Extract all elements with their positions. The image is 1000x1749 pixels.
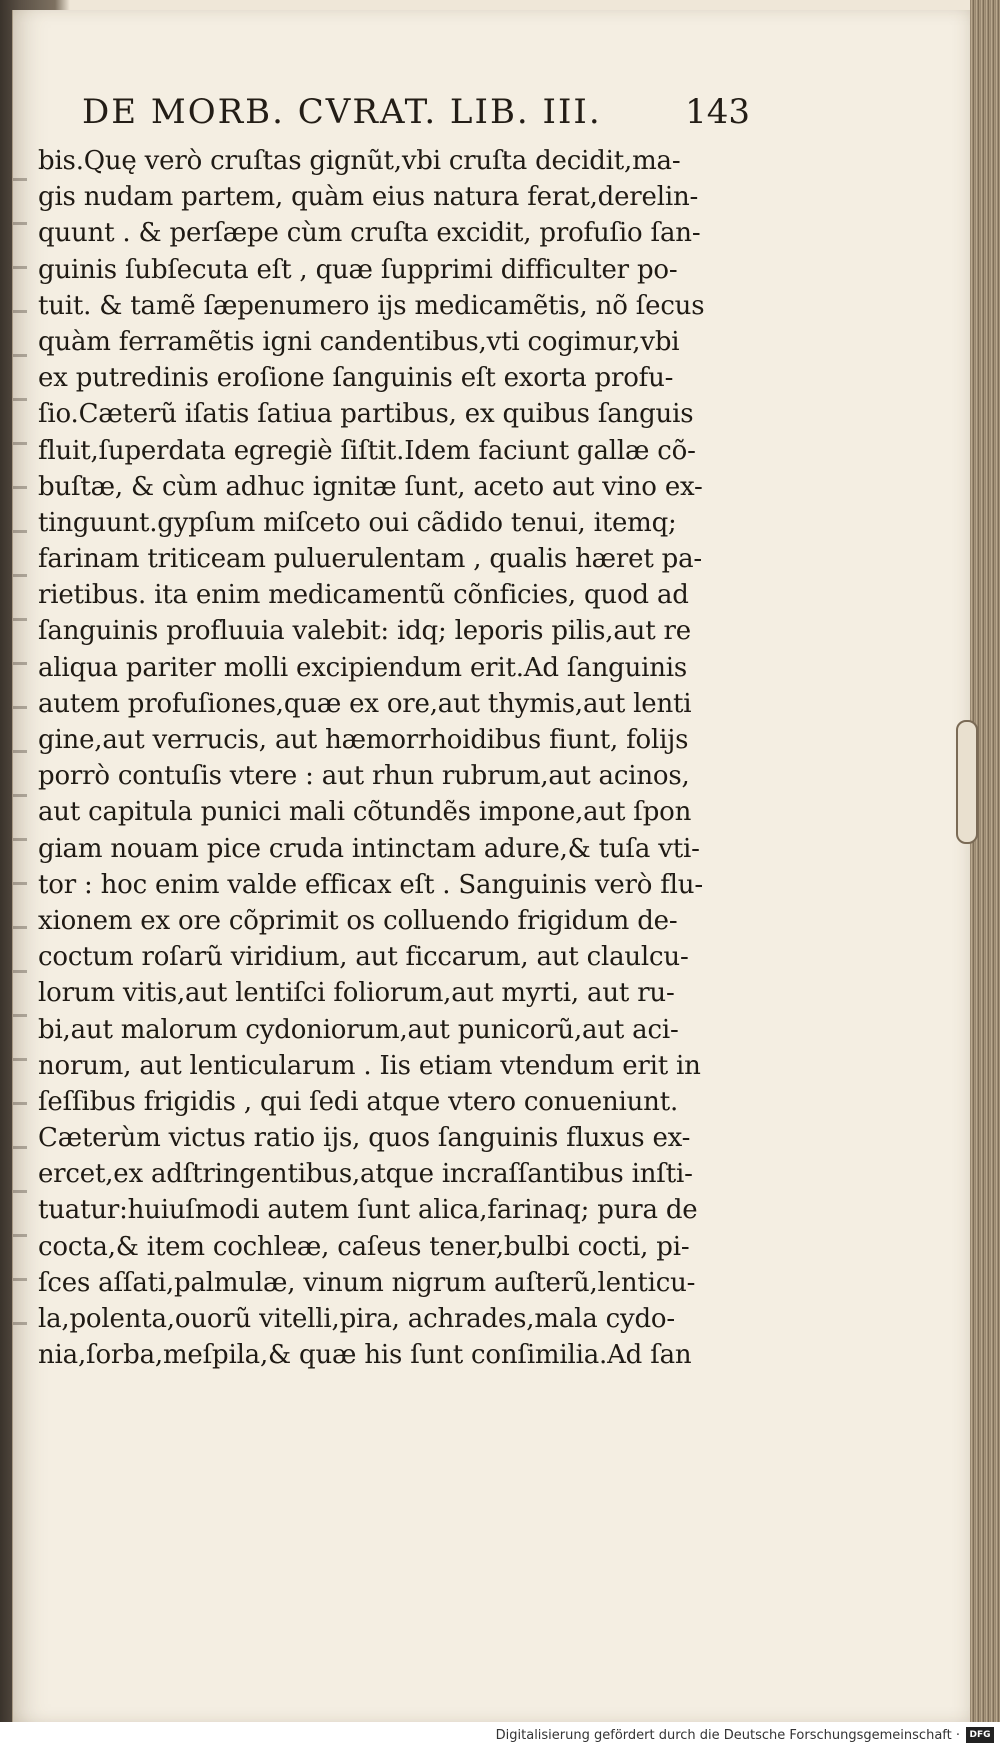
text-line: lorum vitis,aut lentiſci foliorum,aut myrti, aut ru- <box>38 978 675 1009</box>
gutter-shadow <box>13 160 27 1360</box>
text-line: guinis ſubſecuta eſt , quæ ſupprimi difficulter po- <box>38 254 678 285</box>
running-head: DE MORB. CVRAT. LIB. III. <box>82 92 602 132</box>
text-line: coctum roſarũ viridium, aut ficcarum, aut claulcu- <box>38 942 689 973</box>
text-line: buſtæ, & cùm adhuc ignitæ ſunt, aceto aut vino ex- <box>38 471 703 502</box>
text-line: gine,aut verrucis, aut hæmorrhoidibus fiunt, folijs <box>38 725 689 755</box>
text-line: fluit,ſuperdata egregiè ſiſtit.Idem faciunt gallæ cõ- <box>38 435 696 466</box>
text-line: bis.Quę verò cruſtas gignũt,vbi cruſta decidit,ma- <box>38 146 681 176</box>
text-line: la,polenta,ouorũ vitelli,pira, achrades,mala cydo- <box>38 1304 675 1334</box>
text-line: tinguunt.gypſum miſceto oui cãdido tenui, itemq; <box>38 507 677 538</box>
text-line: tuatur:huiuſmodi autem ſunt alica,farinaq; pura de <box>38 1195 698 1226</box>
text-line: porrò contuſis vtere : aut rhun rubrum,aut acinos, <box>38 761 690 792</box>
text-line: tuit. & tamẽ ſæpenumero ijs medicamẽtis, nõ ſecus <box>38 290 705 321</box>
dfg-logo-icon: DFG <box>966 1727 994 1743</box>
text-line: ercet,ex adſtringentibus,atque incraſſantibus inſti- <box>38 1159 693 1190</box>
body-text <box>38 143 750 1373</box>
clasp-ornament <box>956 720 978 844</box>
text-line: ſces aſſati,palmulæ, vinum nigrum auſterũ,lenticu- <box>38 1267 696 1298</box>
text-line: Cæterùm victus ratio ijs, quos ſanguinis fluxus ex- <box>38 1123 691 1154</box>
text-line: ſio.Cæterũ iſatis ſatiua partibus, ex quibus ſanguis <box>38 399 694 430</box>
text-line: aliqua pariter molli excipiendum erit.Ad ſanguinis <box>38 652 688 683</box>
funding-credit: Digitalisierung gefördert durch die Deutsche Forschungsgemeinschaft · <box>495 1728 960 1743</box>
text-line: quunt . & perſæpe cùm cruſta excidit, profuſio ſan- <box>38 218 701 249</box>
text-line: nia,ſorba,meſpila,& quæ his ſunt conſimilia.Ad ſan <box>38 1340 692 1371</box>
text-line: ſanguinis profluuia valebit: idq; leporis pilis,aut re <box>38 616 691 647</box>
text-line: bi,aut malorum cydoniorum,aut punicorũ,aut aci- <box>38 1014 679 1045</box>
text-line: quàm ferramẽtis igni candentibus,vti cogimur,vbi <box>38 326 680 357</box>
text-line: aut capitula punici mali cõtundẽs impone,aut ſpon <box>38 797 692 828</box>
page-header <box>82 92 750 136</box>
text-line: farinam triticeam puluerulentam , qualis hæret pa- <box>38 544 702 575</box>
text-line: gis nudam partem, quàm eius natura ferat,derelin- <box>38 182 699 213</box>
page-number: 143 <box>685 92 750 132</box>
text-line: ſeſſibus frigidis , qui ſedi atque vtero conueniunt. <box>38 1086 679 1117</box>
text-line: ex putredinis eroſione ſanguinis eſt exorta profu- <box>38 363 674 394</box>
text-line: autem profuſiones,quæ ex ore,aut thymis,aut lenti <box>38 688 692 719</box>
text-line: tor : hoc enim valde efficax eſt . Sanguinis verò flu- <box>38 869 703 900</box>
digitization-footer <box>0 1722 1000 1749</box>
text-line: norum, aut lenticularum . Iis etiam vtendum erit in <box>38 1050 701 1081</box>
text-line: giam nouam pice cruda intinctam adure,& tuſa vti- <box>38 833 700 864</box>
page-edges <box>970 0 1000 1749</box>
text-line: cocta,& item cochleæ, caſeus tener,bulbi cocti, pi- <box>38 1231 690 1262</box>
text-line: xionem ex ore cõprimit os colluendo frigidum de- <box>38 905 678 936</box>
text-line: rietibus. ita enim medicamentũ cõnficies, quod ad <box>38 580 689 611</box>
